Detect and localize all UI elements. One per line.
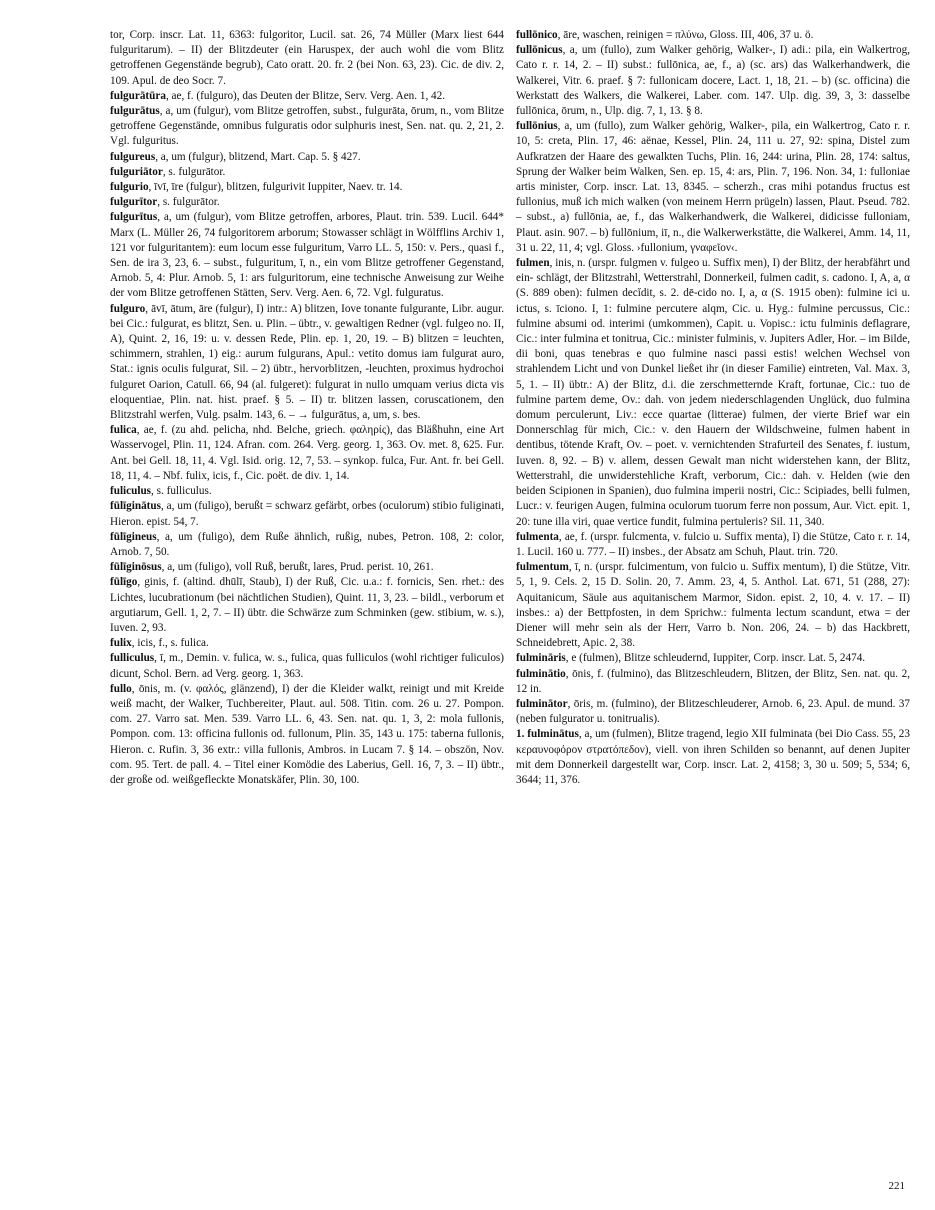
entry-text: , icis, f., s. fulica. — [131, 637, 209, 650]
entry-text: , ī, n. (urspr. fulcimentum, von fulcio u. Suffix mentum), I) die Stütze, Vitr. 5, 1, 9. Cels. 2, 15 D. Solin. 20, 7. Amm. 23, 4, 5. Anthol. Lat. 671, 51 (288, 27): Aquitanicum, Säule aus aquitanischem Marmor, Sidon. epist. 2, 10, 4. v. 17. – II) insbes.: a) der Bettpfosten, in dem Sprichw.: fulmenta lectum scandunt, etwa = der Diener will mehr sein als der Herr, Varro b. Non. 206, 24. – b) das Hackbrett, Schneidebrett, Apic. 2, 38. — [516, 561, 910, 650]
dictionary-entry — [110, 575, 504, 636]
right-column — [516, 28, 910, 788]
entry-lemma: fullōnicus — [516, 44, 563, 57]
dictionary-entry — [110, 195, 504, 210]
entry-text: , a, um (fulgur), vom Blitze getroffen, subst., fulgurāta, ōrum, n., vom Blitze getroffene Gegenstände, omnibus fulguratis odor sulphuris inest, Sen. nat. qu. 2, 21, 2. Vgl. fulguritus. — [110, 105, 504, 148]
dictionary-entry — [110, 165, 504, 180]
entry-lemma: fūlīgo — [110, 576, 138, 589]
entry-lemma: fūlīginōsus — [110, 561, 162, 574]
entry-text: , s. fulgurātor. — [157, 196, 220, 209]
entry-lemma: fullōnico — [516, 29, 558, 41]
entry-lemma: fulgurītor — [110, 196, 158, 209]
dictionary-entry — [516, 256, 910, 530]
dictionary-entry — [110, 302, 504, 424]
entry-lemma: fulica — [110, 424, 137, 437]
dictionary-entry — [110, 651, 504, 681]
entry-text: , a, um (fulmen), Blitze tragend, legio XII fulminata (bei Dio Cass. 55, 23 κεραυνοφόρον στρατόπεδον), viell. von ihren Schilden so benannt, auf denen Jupiter mit dem Donnerkeil dargestellt war, Corp. inscr. Lat. 2, 4158; 3, 30 u. 509; 5, 534; 6, 3644; 11, 376. — [516, 728, 910, 786]
entry-text: , a, um (fuligo), berußt = schwarz gefärbt, orbes (oculorum) stibio fuliginati, Hieron. epist. 54, 7. — [110, 500, 504, 528]
dictionary-entry — [516, 43, 910, 119]
dictionary-entry — [516, 697, 910, 727]
dictionary-entry — [516, 651, 910, 666]
entry-text: , ae, f. (fulguro), das Deuten der Blitze, Serv. Verg. Aen. 1, 42. — [165, 89, 446, 102]
entry-text: , a, um (fullo), zum Walker gehörig, Walker-, I) adi.: pila, ein Walkertrog, Cato r. r. 14, 2. – II) subst.: fullōnica, ae, f., a) (sc. ars) das Walkerhandwerk, die Walkerei, Vitr. 6. praef. § 7: fullonicam docere, Lact. 1, 18, 21. – b) (sc. officina) die Werkstatt des Walkers, die Walkerei, Laber. com. 147. Ulp. dig. 39, 3, 3: dasselbe fullōnica, ōrum, n., Ulp. dig. 7, 1, 13. § 8. — [516, 44, 910, 118]
entry-text: , ī, m., Demin. v. fulica, w. s., fulica, quas fulliculos (wohl richtiger fuliculos) dicunt, Schol. Bern. ad Verg. georg. 1, 363. — [110, 652, 504, 680]
entry-lemma: fuliculus — [110, 485, 152, 498]
dictionary-entry — [110, 636, 504, 651]
entry-lemma: fulguriātor — [110, 165, 163, 178]
entry-text: , a, um (fulgur), blitzend, Mart. Cap. 5. § 427. — [155, 150, 361, 163]
entry-lemma: fullo — [110, 682, 132, 695]
entry-text: , s. fulliculus. — [151, 485, 212, 498]
entry-lemma: fūlīgineus — [110, 530, 157, 543]
entry-lemma: fūlīginātus — [110, 500, 161, 513]
entry-text: , ōris, m. (fulmino), der Blitzeschleuderer, Arnob. 6, 23. Apul. de mund. 37 (neben fulgurator u. tonitrualis). — [516, 697, 910, 726]
entry-text: , ginis, f. (altind. dhūlī, Staub), I) der Ruß, Cic. u.a.: f. fornicis, Sen. rhet.: des Lichtes, lucubrationum (bei nächtlichen Studien), Quint. 11, 3, 23. – bildl., verborum et argutiarum, Gell. 1, 2, 7. – II) übtr. die Schwärze zum Schminken (gew. stibium, w. s.), Iuven. 2, 93. — [110, 576, 504, 634]
entry-text: , a, um (fuligo), dem Ruße ähnlich, rußig, nubes, Petron. 108, 2: color, Arnob. 7, 50. — [110, 530, 504, 558]
dictionary-entry — [516, 727, 910, 788]
dictionary-entry — [110, 150, 504, 165]
entry-lemma: fulmen — [516, 257, 550, 270]
entry-lemma: fulgureus — [110, 150, 156, 163]
dictionary-entry — [110, 89, 504, 104]
entry-text: , e (fulmen), Blitze schleudernd, Iuppiter, Corp. inscr. Lat. 5, 2474. — [565, 652, 866, 665]
entry-text: tor, Corp. inscr. Lat. 11, 6363: fulgoritor, Lucil. sat. 26, 74 Müller (Marx liest 644 fulguritarum). – II) der Blitzdeuter (ein Haruspex, der auch wohl die vom Blitz getroffenen Gegenstände begrub), Cato oratt. 20. fr. 2 (bei Non. 63, 23). Cic. de div. 2, 109. Apul. de deo Socr. 7. — [110, 29, 504, 87]
dictionary-entry — [516, 560, 910, 651]
entry-text: , a, um (fuligo), voll Ruß, berußt, lares, Prud. perist. 10, 261. — [161, 561, 434, 574]
dictionary-entry — [516, 667, 910, 697]
dictionary-entry — [516, 119, 910, 256]
entry-text: , s. fulgurātor. — [162, 165, 226, 178]
entry-text: , a, um (fullo), zum Walker gehörig, Walker-, pila, ein Walkertrog, Cato r. r. 10, 5: creta, Plin. 17, 46: aënae, Kessel, Plin. 24, 111 u. 27, 92: spina, Distel zum Aufkratzen der Haare des gewalkten Tuchs, Plin. 16, 244: urina, Plin. 28, 174: saltus, Sprung der Walker beim Walken, Sen. ep. 15, 4: ars, Plin. 7, 196. Non. 34, 1: fulloniae artis minister, Corp. inscr. Lat. 13, 8345. – scherzh., cras mihi potandus fructus est fullonius, muß ich mich walken (von meinem Herrn prügeln) lassen, Plaut. Pseud. 782. – subst., a) fullōnia, ae, f., das Walkerhandwerk, die Walkerei, didicisse fulloniam, Plaut. asin. 907. – b) fullōnium, iī, n., die Walkerwerkstätte, die Walkerei, Amm. 14, 11, 31 u. 22, 11, 4; vgl. Gloss. ›fullonium, γναφεῖον‹. — [516, 120, 910, 254]
entry-text: , ae, f. (zu ahd. pelicha, nhd. Belche, griech. φαληρίς), das Bläßhuhn, eine Art Wasservogel, Plin. 11, 124. Afran. com. 264. Verg. georg. 1, 363. Ov. met. 8, 625. Fur. Ant. bei Gell. 18, 11, 4. Vgl. Isid. orig. 12, 7, 53. – synkop. fulca, Fur. Ant. fr. bei Gell. 18, 11, 4. – Nbf. fulix, icis, f., Cic. poët. de div. 1, 14. — [110, 424, 504, 482]
dictionary-entry — [110, 682, 504, 788]
dictionary-entry — [110, 499, 504, 529]
entry-text: , āre, waschen, reinigen = πλύνω, Gloss. III, 406, 37 u. ö. — [557, 29, 814, 41]
entry-text: , āvī, ātum, āre (fulgur), I) intr.: A) blitzen, Iove tonante fulgurante, Libr. augur. bei Cic.: fulgurat, es blitzt, Sen. u. Plin. – übtr., v. gewaltigen Redner (vgl. fulgeo no. II, A), Quint. 2, 16, 19: u. v. dessen Rede, Plin. ep. 1, 20, 19. – B) blitzen = leuchten, schimmern, strahlen, 1) eig.: aurum fulgurans, Apul.: vetito domus iam fulgurat auro, Stat.: ignis oculis fulgurat, Sil. – 2) übtr., hervorblitzen, -leuchten, proximus hydrochoi fulguret Oarion, Catull. 66, 94 (al. fulgeret): fulgurat in nullo umquam verius dicta vis eloquentiae, Plin. nat. hist. praef. § 5. – II) tr. blitzen lassen, coruscationem, den Blitzstrahl werfen, Vulg. psalm. 143, 6. – → fulgurātus, a, um, s. bes. — [110, 302, 504, 422]
dictionary-entry — [110, 484, 504, 499]
page-number: 221 — [888, 1180, 905, 1192]
dictionary-entry — [516, 530, 910, 560]
entry-lemma: fulguro — [110, 302, 146, 315]
entry-lemma: fulgurio — [110, 181, 149, 194]
entry-lemma: 1. fulminātus — [516, 728, 579, 741]
entry-lemma: fulix — [110, 637, 132, 650]
entry-lemma: fulgurātūra — [110, 89, 166, 102]
entry-lemma: fulmentum — [516, 561, 569, 574]
entry-text: , ae, f. (urspr. fulcmenta, v. fulcio u. Suffix menta), I) die Stütze, Cato r. r. 14, 1. Lucil. 160 u. 777. – II) insbes., der Absatz am Schuh, Plaut. trin. 720. — [516, 530, 910, 558]
entry-lemma: fulgurātus — [110, 105, 160, 118]
dictionary-entry — [110, 560, 504, 575]
entry-lemma: fulgurītus — [110, 211, 158, 224]
dictionary-entry — [110, 210, 504, 301]
entry-text: , ōnis, f. (fulmino), das Blitzeschleudern, Blitzen, der Blitz, Sen. nat. qu. 2, 12 in. — [516, 667, 910, 695]
dictionary-entry — [110, 180, 504, 195]
dictionary-entry — [110, 28, 504, 89]
entry-text: , inis, n. (urspr. fulgmen v. fulgeo u. Suffix men), I) der Blitz, der herabfährt und ein- schlägt, der Blitzstrahl, Wetterstrahl, Donnerkeil, fulmen cadit, s. cadono. I, A, a, α (S. 889 oben): fulmen decĭdit, s. 2. dē-cido no. I, a, α (S. 1915 oben): fulmine ici u. ictus, s. īcionо. I, 1: fulmine percutere alqm, Cic. u. Hyg.: fulmine percussus, Cic.: fulmine absumi od. interimi (umkommen), Capit. u. Vopisc.: ictu fulminis deflagrare, Cic.: inter fulmina et tonitrua, Cic.: minister fulminis, v. Jupiters Adler, Hor. – im Bilde, dii boni, quas tenebras e quo fulmine nasci passi estis! welchen Wechsel von strahlendem Licht und von Dunkel ließet ihr (in dieser Familie) eintreten, Val. Max. 3, 5, 1. – II) übtr.: A) der Blitz, d.i. die zerschmetternde Kraft, fortunae, Cic.: tuo de fulmine partem deme, Ov.: dah. von jedem niederschlagenden Unglück, duo fulmina domum perculerunt, Liv.: ecce quartae (litterae) fulmen, der vierte Brief war ein Donnerschlag für mich, Cic.: v. den Hauern der Wildschweine, fulmen habent in dentibus, tötende Kraft, Ov. – poet. v. vernichtenden Strafurteil des Senates, f. iustum, Iuven. 8, 92. – B) v. allem, dessen Gewalt man nicht widerstehen kann, der Blitz, Wetterstrahl, die unwiderstehliche Kraft, verborum, Cic.: dah. v. Helden (wie den beiden Scipionen in Spanien), duo fulmina imperii nostri, Cic.: Scipiades, belli fulmen, Lucr.: v. feurigen Augen, fulmina oculorum tuorum ferre non possum, Aur. Vict. epit. 1, 20: tune illa viri, quae vertice fundit, fulmina pertuleris? Sil. 11, 340. — [516, 257, 910, 528]
entry-lemma: fulliculus — [110, 652, 155, 665]
entry-lemma: fullōnius — [516, 120, 558, 133]
dictionary-entry — [110, 423, 504, 484]
dictionary-entry — [110, 104, 504, 150]
left-column — [110, 28, 504, 788]
entry-text: , īvī, īre (fulgur), blitzen, fulgurivit Iuppiter, Naev. tr. 14. — [148, 181, 403, 194]
entry-text: , ōnis, m. (v. φαλός, glänzend), I) der die Kleider walkt, reinigt und mit Kreide weiß macht, der Walker, Tuchbereiter, Plaut. aul. 508. Titin. com. 26 u. 27. Pompon. com. 27. Varro sat. Men. 539. Varro LL. 6, 43. Sen. nat. qu. 1, 3, 2: mola fullonis, Pompon. com. 13: officina fullonis od. fullonum, Plin. 35, 143 u. 175: taberna fullonis, Hieron. c. Rufin. 3, 36 extr.: villa fullonis, Ambros. in Lucam 7. § 14. – obszön, Nov. com. 95. Tert. de pall. 4. – Titel einer Komödie des Laberius, Gell. 16, 7, 3. – II) übtr., der große od. weißgefleckte Monatskäfer, Plin. 30, 100. — [110, 682, 504, 786]
entry-lemma: fulminātor — [516, 697, 568, 710]
entry-text: , a, um (fulgur), vom Blitze getroffen, arbores, Plaut. trin. 539. Lucil. 644* Marx (L. Müller 26, 74 fulgoritorem arborum; Stowasser schlägt in Wölfflins Archiv 1, 121 vor fulguritantem): eum locum esse fulguritum, Varro LL. 5, 150: v. Pers., quasi f., Sen. de ira 3, 23, 6. – subst., fulguritum, ī, n., ein vom Blitze getroffener Gegenstand, Arnob. 5, 4: Plur. Arnob. 5, 1: ars fulguritorum, eine technische Anweisung zur Weihe der vom Blitze getroffenen Stätten, Serv. Verg. Aen. 6, 72. Vgl. fulguratus. — [110, 211, 504, 300]
dictionary-entry — [110, 530, 504, 560]
entry-lemma: fulmenta — [516, 530, 559, 543]
entry-lemma: fulmināris — [516, 652, 566, 665]
dictionary-entry — [516, 28, 910, 43]
entry-lemma: fulminātio — [516, 667, 566, 680]
